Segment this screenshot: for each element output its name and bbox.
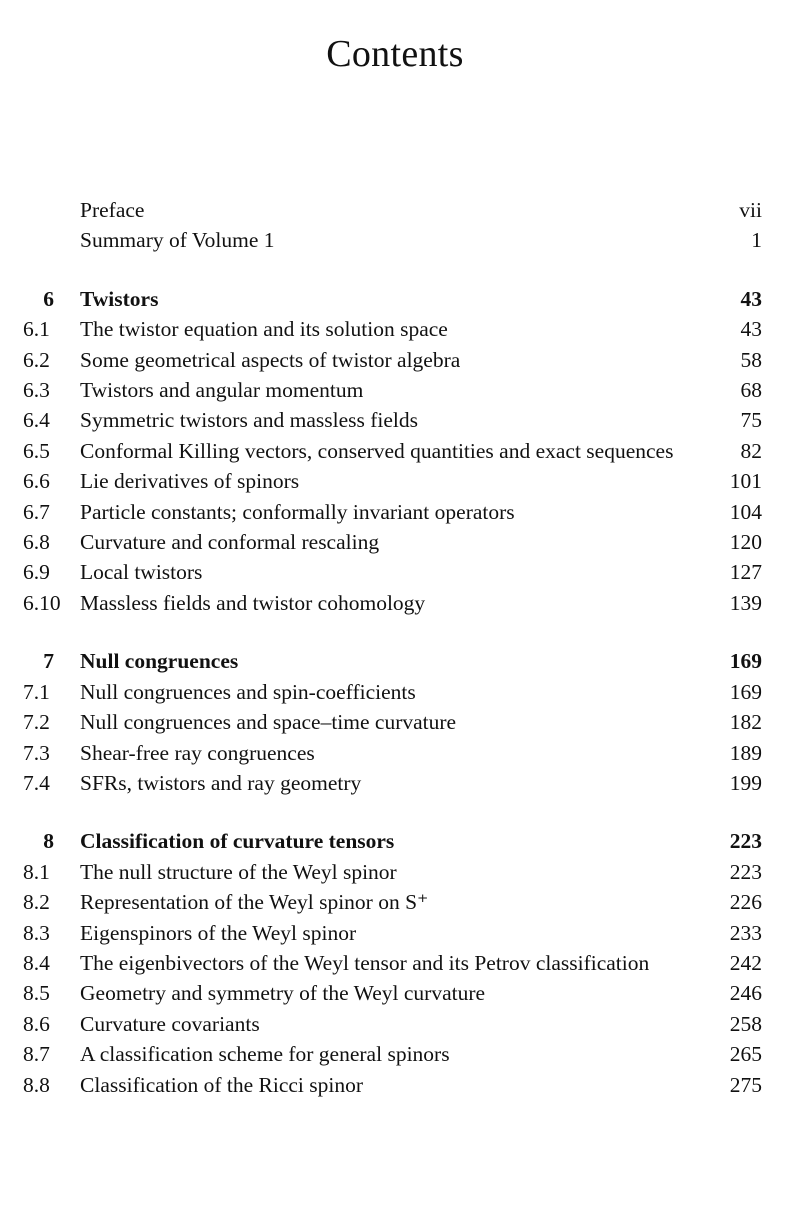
section-number: 8.2	[23, 890, 50, 915]
entry-title: Preface	[80, 198, 145, 222]
section-page: 258	[729, 1011, 762, 1036]
section-title: Curvature and conformal rescaling	[80, 530, 380, 555]
section-page: 104	[729, 499, 762, 524]
section-title: Massless fields and twistor cohomology	[80, 590, 426, 615]
section-entry[interactable]	[0, 677, 790, 707]
section-page: 233	[729, 920, 762, 945]
section-entry[interactable]	[0, 918, 790, 948]
section-page: 226	[729, 890, 762, 915]
section-number: 8.7	[23, 1042, 50, 1067]
section-title: Classification of the Ricci spinor	[80, 1072, 364, 1097]
entry-page: vii	[739, 198, 762, 222]
section-title: Some geometrical aspects of twistor algebra	[80, 347, 461, 372]
chapter-number: 7	[43, 649, 54, 674]
chapter-page: 43	[740, 286, 762, 311]
section-title: Particle constants; conformally invariant operators	[80, 499, 515, 524]
chapter-heading[interactable]	[0, 284, 790, 314]
table-of-contents	[0, 195, 790, 1100]
section-number: 6.5	[23, 438, 50, 463]
section-page: 139	[729, 590, 762, 615]
section-entry[interactable]	[0, 527, 790, 557]
section-number: 8.4	[23, 950, 50, 975]
section-entry[interactable]	[0, 405, 790, 435]
section-page: 75	[740, 408, 762, 433]
section-entry[interactable]	[0, 588, 790, 618]
section-title: Null congruences and space–time curvature	[80, 710, 457, 735]
section-number: 7.3	[23, 740, 50, 765]
section-title: Curvature covariants	[80, 1011, 260, 1036]
toc-entry-preface[interactable]	[0, 195, 790, 225]
chapter-page: 223	[729, 829, 762, 854]
section-page: 242	[729, 950, 762, 975]
section-number: 6.8	[23, 530, 50, 555]
section-number: 8.5	[23, 981, 50, 1006]
section-title: The twistor equation and its solution space	[80, 317, 448, 342]
section-page: 82	[740, 438, 762, 463]
section-page: 189	[729, 740, 762, 765]
section-title: Twistors and angular momentum	[80, 378, 364, 403]
section-number: 7.4	[23, 770, 50, 795]
section-number: 6.6	[23, 469, 50, 494]
section-title: Representation of the Weyl spinor on S⁺	[80, 890, 429, 915]
section-page: 101	[729, 469, 762, 494]
section-title: Geometry and symmetry of the Weyl curvature	[80, 981, 486, 1006]
section-entry[interactable]	[0, 497, 790, 527]
section-entry[interactable]	[0, 1009, 790, 1039]
chapter-title: Null congruences	[80, 649, 239, 674]
section-entry[interactable]	[0, 314, 790, 344]
section-number: 6.7	[23, 499, 50, 524]
spacer	[0, 256, 790, 284]
chapter-number: 6	[43, 286, 54, 311]
chapter-heading[interactable]	[0, 826, 790, 856]
section-entry[interactable]	[0, 345, 790, 375]
section-entry[interactable]	[0, 557, 790, 587]
chapter-title: Twistors	[80, 286, 159, 311]
section-number: 6.9	[23, 560, 50, 585]
spacer	[0, 798, 790, 826]
section-number: 7.2	[23, 710, 50, 735]
section-title: Eigenspinors of the Weyl spinor	[80, 920, 357, 945]
section-number: 8.1	[23, 859, 50, 884]
section-page: 120	[729, 530, 762, 555]
section-entry[interactable]	[0, 375, 790, 405]
section-page: 265	[729, 1042, 762, 1067]
section-title: Null congruences and spin-coefficients	[80, 679, 416, 704]
section-entry[interactable]	[0, 1070, 790, 1100]
section-number: 6.3	[23, 378, 50, 403]
section-entry[interactable]	[0, 466, 790, 496]
section-title: A classification scheme for general spinors	[80, 1042, 450, 1067]
section-entry[interactable]	[0, 738, 790, 768]
chapter-number: 8	[43, 829, 54, 854]
section-title: Symmetric twistors and massless fields	[80, 408, 418, 433]
chapter-title: Classification of curvature tensors	[80, 829, 395, 854]
section-title: Shear-free ray congruences	[80, 740, 315, 765]
section-entry[interactable]	[0, 707, 790, 737]
section-page: 223	[729, 859, 762, 884]
section-number: 6.10	[23, 590, 61, 615]
section-entry[interactable]	[0, 978, 790, 1008]
spacer	[0, 618, 790, 646]
section-page: 68	[740, 378, 762, 403]
section-number: 7.1	[23, 679, 50, 704]
section-title: Lie derivatives of spinors	[80, 469, 300, 494]
page-title: Contents	[326, 33, 464, 75]
toc-entry-summary[interactable]	[0, 225, 790, 255]
entry-page: 1	[751, 228, 762, 253]
section-page: 169	[729, 679, 762, 704]
section-entry[interactable]	[0, 768, 790, 798]
section-page: 246	[729, 981, 762, 1006]
section-page: 275	[729, 1072, 762, 1097]
section-number: 8.8	[23, 1072, 50, 1097]
section-title: Local twistors	[80, 560, 203, 585]
chapter-page: 169	[729, 649, 762, 674]
section-page: 127	[729, 560, 762, 585]
section-number: 6.4	[23, 408, 50, 433]
chapter-heading[interactable]	[0, 646, 790, 676]
section-number: 6.1	[23, 317, 50, 342]
section-entry[interactable]	[0, 857, 790, 887]
section-page: 43	[740, 317, 762, 342]
section-title: SFRs, twistors and ray geometry	[80, 770, 362, 795]
section-page: 58	[740, 347, 762, 372]
section-title: The null structure of the Weyl spinor	[80, 859, 397, 884]
section-entry[interactable]	[0, 887, 790, 917]
section-page: 199	[729, 770, 762, 795]
section-entry[interactable]	[0, 948, 790, 978]
section-page: 182	[729, 710, 762, 735]
section-number: 8.6	[23, 1011, 50, 1036]
section-number: 6.2	[23, 347, 50, 372]
section-title: The eigenbivectors of the Weyl tensor and its Petrov classification	[80, 950, 650, 975]
section-title: Conformal Killing vectors, conserved quantities and exact sequences	[80, 438, 674, 463]
section-number: 8.3	[23, 920, 50, 945]
section-entry[interactable]	[0, 436, 790, 466]
entry-title: Summary of Volume 1	[80, 228, 275, 253]
section-entry[interactable]	[0, 1039, 790, 1069]
